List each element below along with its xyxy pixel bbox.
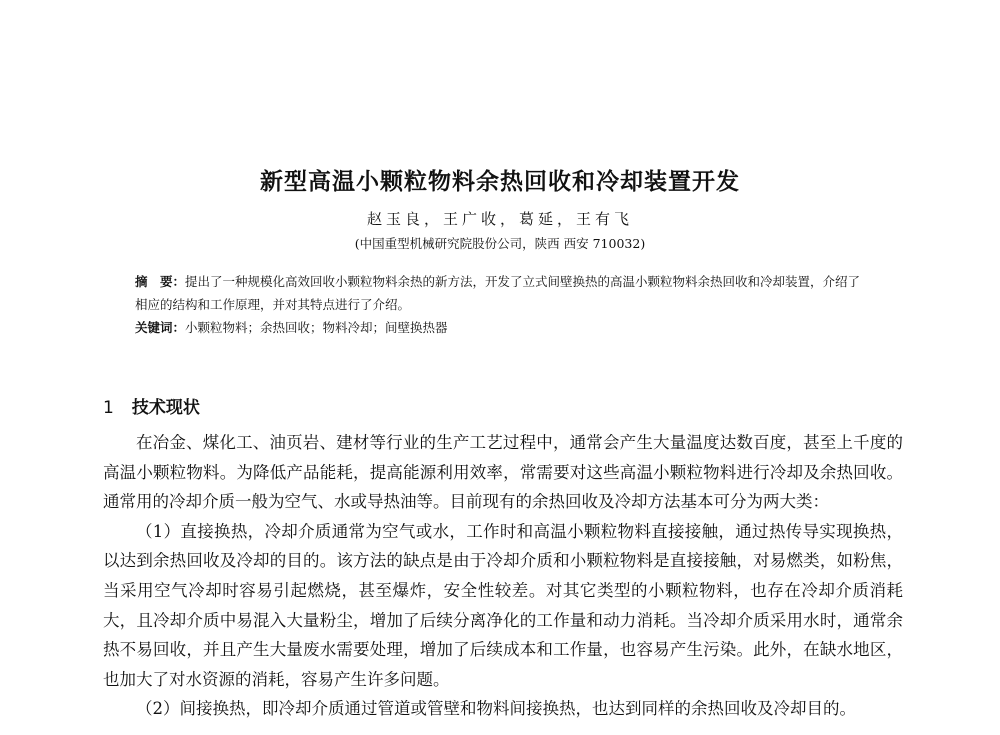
abstract-label: 摘 要： <box>135 274 186 289</box>
section-number: 1 <box>103 398 114 418</box>
abstract <box>135 270 870 316</box>
keywords <box>135 316 870 339</box>
paragraph-indirect-exchange: （2）间接换热，即冷却介质通过管道或管壁和物料间接换热，也达到同样的余热回收及冷却目的。 <box>136 699 856 719</box>
section-title: 技术现状 <box>131 398 200 418</box>
affiliation: (中国重型机械研究院股份公司，陕西 西安 710032) <box>354 236 646 251</box>
keywords-text: 小颗粒物料；余热回收；物料冷却；间壁换热器 <box>185 320 448 335</box>
abstract-text: 提出了一种规模化高效回收小颗粒物料余热的新方法，开发了立式间壁换热的高温小颗粒物料余热回收和冷却装置，介绍了相应的结构和工作原理，并对其特点进行了介绍。 <box>135 274 861 312</box>
keywords-label: 关键词： <box>135 320 186 335</box>
paragraph-direct-exchange: （1）直接换热，冷却介质通常为空气或水，工作时和高温小颗粒物料直接接触，通过热传导实现换热，以达到余热回收及冷却的目的。该方法的缺点是由于冷却介质和小颗粒物料是直接接触，对易燃类，如粉焦，当采用空气冷却时容易引起燃烧，甚至爆炸，安全性较差。对其它类型的小颗粒物料，也存在冷却介质消耗大，且冷却介质中易混入大量粉尘，增加了后续分离净化的工作量和动力消耗。当冷却介质采用水时，通常余热不易回收，并且产生大量废水需要处理，增加了后续成本和工作量，也容易产生污染。此外，在缺水地区，也加大了对水资源的消耗，容易产生许多问题。 <box>103 521 903 689</box>
abstract-block <box>135 270 870 339</box>
section-heading <box>103 393 200 418</box>
paragraph-intro: 在冶金、煤化工、油页岩、建材等行业的生产工艺过程中，通常会产生大量温度达数百度，甚至上千度的高温小颗粒物料。为降低产品能耗，提高能源利用效率，常需要对这些高温小颗粒物料进行冷却及余热回收。通常用的冷却介质一般为空气、水或导热油等。目前现有的余热回收及冷却方法基本可分为两大类： <box>103 433 903 512</box>
body-text <box>103 428 903 724</box>
paper-title: 新型高温小颗粒物料余热回收和冷却装置开发 <box>260 169 740 195</box>
author-list: 赵玉良，王广收，葛延，王有飞 <box>366 210 633 228</box>
